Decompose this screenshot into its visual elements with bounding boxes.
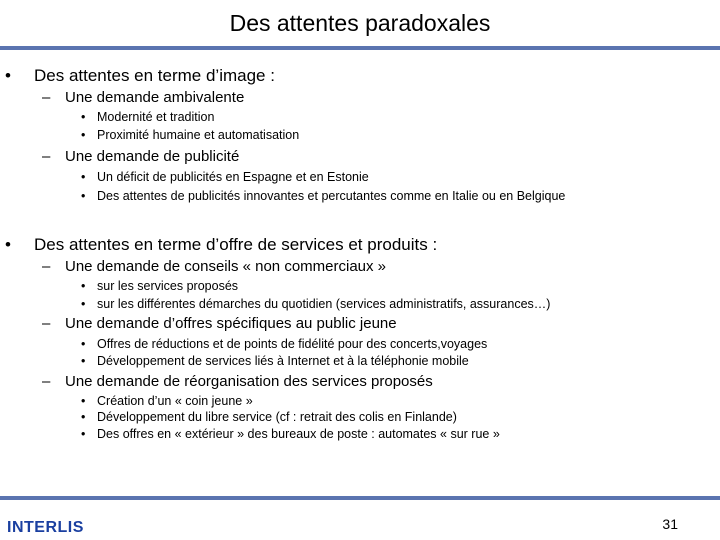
sub-heading: Une demande ambivalente (65, 89, 245, 106)
page-number: 31 (662, 516, 678, 532)
sub-heading: Une demande de publicité (65, 148, 240, 165)
item-bullet: • (81, 410, 86, 424)
item-bullet: • (81, 427, 86, 441)
section-bullet: • (5, 235, 11, 254)
item-bullet: • (81, 189, 86, 203)
list-item: Modernité et tradition (97, 110, 215, 124)
sub-heading: Une demande de conseils « non commerciaux » (65, 258, 387, 275)
list-item: Un déficit de publicités en Espagne et en Estonie (97, 170, 369, 184)
sub-dash: – (42, 148, 51, 165)
list-item: Création d’un « coin jeune » (97, 394, 253, 408)
item-bullet: • (81, 297, 86, 311)
item-bullet: • (81, 394, 86, 408)
list-item: sur les différentes démarches du quotidien (services administratifs, assurances…) (97, 297, 551, 311)
sub-dash: – (42, 258, 51, 275)
sub-heading: Une demande d’offres spécifiques au public jeune (65, 315, 397, 332)
item-bullet: • (81, 110, 86, 124)
sub-dash: – (42, 89, 51, 106)
top-rule (0, 46, 720, 50)
sub-dash: – (42, 373, 51, 390)
item-bullet: • (81, 337, 86, 351)
section-bullet: • (5, 66, 11, 85)
list-item: Des attentes de publicités innovantes et percutantes comme en Italie ou en Belgique (97, 189, 566, 203)
list-item: sur les services proposés (97, 279, 239, 293)
list-item: Développement du libre service (cf : retrait des colis en Finlande) (97, 410, 457, 424)
item-bullet: • (81, 354, 86, 368)
list-item: Offres de réductions et de points de fidélité pour des concerts,voyages (97, 337, 488, 351)
slide-title: Des attentes paradoxales (229, 10, 491, 36)
bottom-rule (0, 496, 720, 500)
list-item: Développement de services liés à Internet et à la téléphonie mobile (97, 354, 469, 368)
section-heading: Des attentes en terme d’offre de services et produits : (34, 235, 438, 254)
list-item: Des offres en « extérieur » des bureaux de poste : automates « sur rue » (97, 427, 500, 441)
item-bullet: • (81, 170, 86, 184)
sub-dash: – (42, 315, 51, 332)
list-item: Proximité humaine et automatisation (97, 128, 300, 142)
item-bullet: • (81, 128, 86, 142)
interlis-logo: INTERLIS (7, 519, 84, 536)
section-heading: Des attentes en terme d’image : (34, 66, 275, 85)
sub-heading: Une demande de réorganisation des services proposés (65, 373, 433, 390)
item-bullet: • (81, 279, 86, 293)
